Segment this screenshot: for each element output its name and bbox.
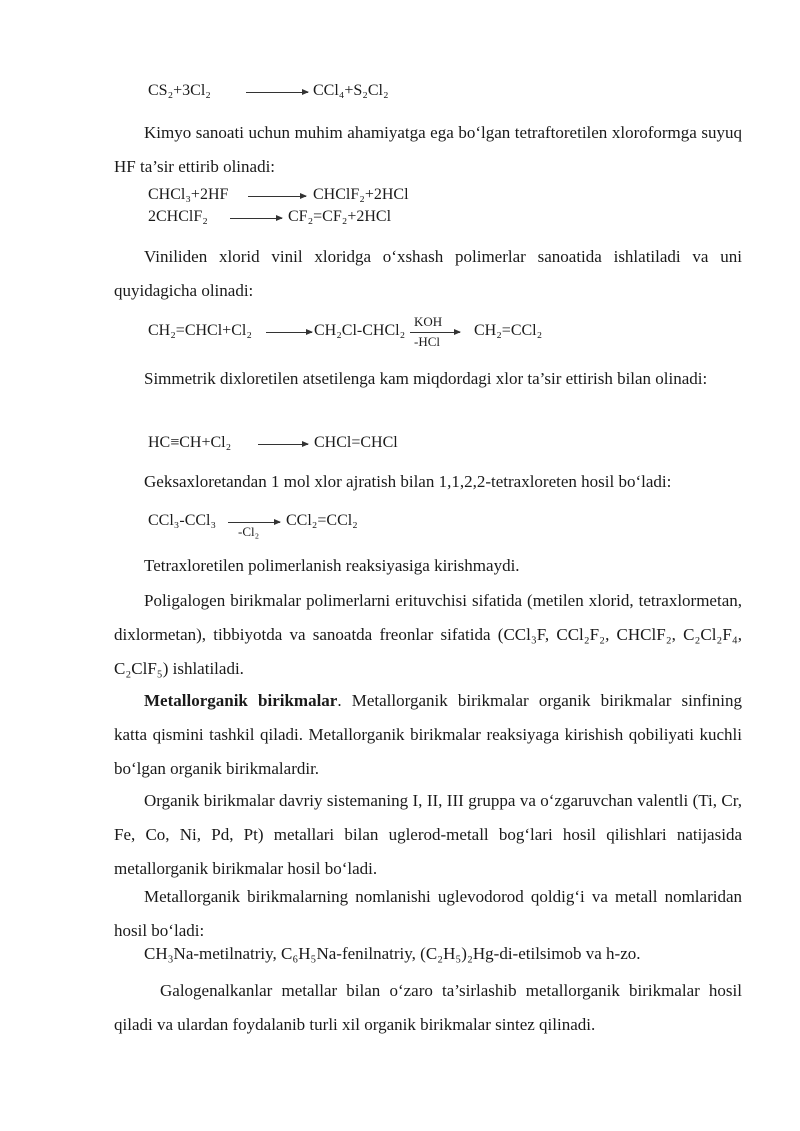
eq6-reagent-bottom: -Cl₂	[238, 524, 260, 539]
reaction-arrow	[410, 332, 460, 333]
eq6-reactant: CCl₃-CCl₃	[148, 512, 217, 529]
eq4-reagent-bottom: -HCl	[414, 334, 440, 349]
paragraph-2: Viniliden xlorid vinil xloridga o‘xshash polimerlar sanoatida ishlatiladi va uni quyidagicha olinadi:	[114, 247, 742, 300]
paragraph-3: Simmetrik dixloretilen atsetilenga kam miqdordagi xlor ta’sir ettirish bilan olinadi:	[144, 369, 708, 388]
equation-4	[148, 314, 648, 349]
paragraph-1: Kimyo sanoati uchun muhim ahamiyatga ega bo‘lgan tetraftoretilen xloroformga suyuq HF ta’sir ettirib olinadi:	[114, 123, 742, 176]
eq6-product: CCl₂=CCl₂	[286, 512, 358, 529]
eq5-reactants: HC≡CH+Cl₂	[148, 434, 232, 451]
paragraph-5: Tetraxloretilen polimerlanish reaksiyasiga kirishmaydi.	[144, 556, 520, 575]
reaction-arrow	[248, 196, 306, 197]
paragraph-6: Poligalogen birikmalar polimerlarni erituvchisi sifatida (metilen xlorid, tetraxlormetan, dixlormetan), tibbiyotda va sanoatda freonlar sifatida (CCl₃F, CCl₂F₂, CHClF₂, C₂Cl₂F₄, C₂ClF₅) ishlatiladi.	[114, 591, 742, 678]
paragraph-7-text: . Metallorganik birikmalar organik birikmalar sinfining katta qismini tashkil qiladi. Metallorganik birikmalar reaksiyaga kirishish qobiliyati kuchli bo‘lgan organik birikmalardir.	[114, 691, 742, 778]
paragraph-11: Galogenalkanlar metallar bilan o‘zaro ta’sirlashib metallorganik birikmalar hosil qiladi va ulardan foydalanib turli xil organik birikmalar sintez qilinadi.	[114, 981, 742, 1034]
eq3-products: CF₂=CF₂+2HCl	[288, 208, 392, 225]
eq4-intermediate: CH₂Cl-CHCl₂	[314, 322, 406, 339]
section-heading: Metallorganik birikmalar	[144, 691, 338, 710]
reaction-arrow	[258, 444, 308, 445]
paragraph-8: Organik birikmalar davriy sistemaning I, II, III gruppa va o‘zgaruvchan valentli (Ti, Cr, Fe, Co, Ni, Pd, Pt) metallari bilan uglerod-metall bog‘lari hosil qilishlari natijasida metallorganik birikmalar hosil bo‘ladi.	[114, 791, 742, 878]
paragraph-4: Geksaxloretandan 1 mol xlor ajratish bilan 1,1,2,2-tetraxloreten hosil bo‘ladi:	[144, 472, 672, 491]
paragraph-10: CH₃Na-metilnatriy, C₆H₅Na-fenilnatriy, (C₂H₅)₂Hg-di-etilsimob va h-zo.	[144, 944, 641, 963]
reaction-arrow	[230, 218, 282, 219]
paragraph-9: Metallorganik birikmalarning nomlanishi uglevodorod qoldig‘i va metall nomlaridan hosil bo‘ladi:	[114, 887, 742, 940]
reaction-arrow	[228, 522, 280, 523]
eq4-reactants: CH₂=CHCl+Cl₂	[148, 322, 252, 339]
eq4-products: CH₂=CCl₂	[474, 322, 543, 339]
reaction-arrow	[266, 332, 312, 333]
eq4-reagent-top: KOH	[414, 314, 443, 329]
eq2-reactants: CHCl₃+2HF	[148, 186, 229, 203]
eq1-reactants: CS₂+3Cl₂	[148, 82, 211, 99]
eq1-products: CCl₄+S₂Cl₂	[313, 82, 389, 99]
eq2-products: CHClF₂+2HCl	[313, 186, 409, 203]
reaction-arrow	[246, 92, 308, 93]
eq5-products: CHCl=CHCl	[314, 434, 398, 451]
paragraph-7	[114, 684, 742, 786]
eq3-reactants: 2CHClF₂	[148, 208, 208, 225]
